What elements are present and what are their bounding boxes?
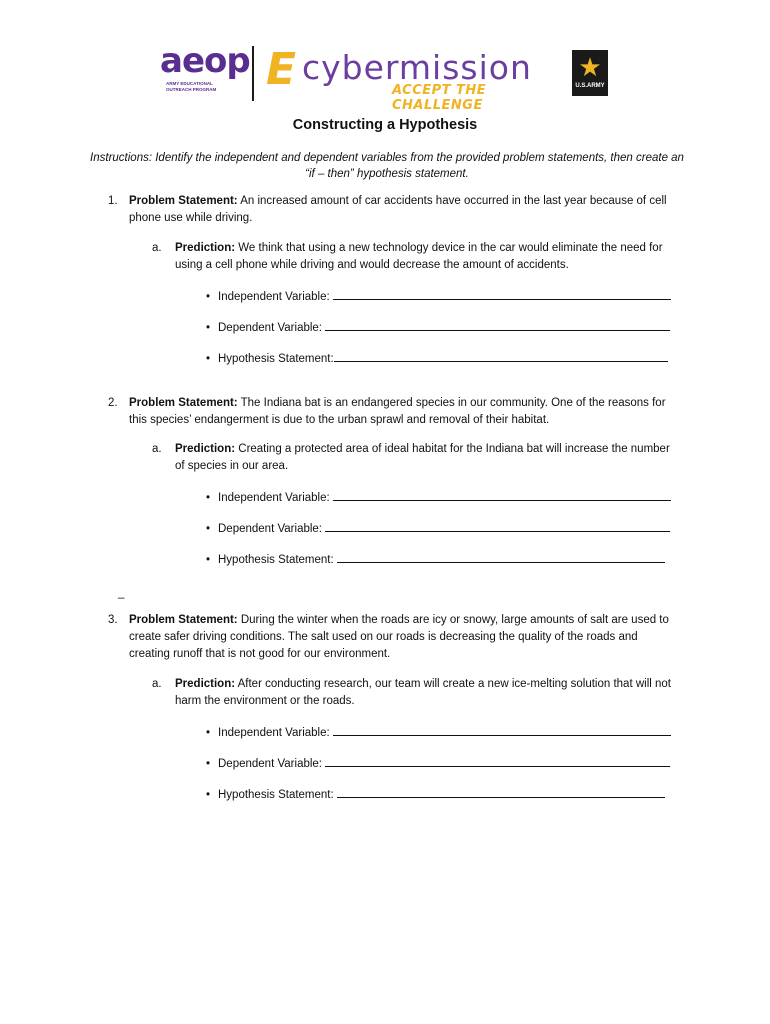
bullet-icon: • bbox=[206, 758, 211, 770]
logo-divider bbox=[252, 46, 254, 101]
stray-mark: _ bbox=[118, 587, 125, 599]
bullet-icon: • bbox=[206, 523, 211, 535]
prediction bbox=[175, 441, 675, 475]
dependent-variable-label: Dependent Variable: bbox=[218, 322, 326, 334]
aeop-logo bbox=[160, 41, 250, 100]
independent-variable-item bbox=[206, 288, 671, 306]
hypothesis-statement-answer-line[interactable] bbox=[334, 350, 668, 362]
bullet-icon: • bbox=[206, 322, 211, 334]
ecybermission-logo-text: cybermission bbox=[302, 48, 532, 87]
independent-variable-label: Independent Variable: bbox=[218, 727, 333, 739]
hypothesis-statement-item bbox=[206, 786, 665, 804]
bullet-icon: • bbox=[206, 789, 211, 801]
problem-statement bbox=[129, 395, 674, 429]
prediction-label: Prediction: bbox=[175, 242, 236, 254]
ecybermission-tagline: ACCEPT THE CHALLENGE bbox=[392, 83, 487, 113]
bullet-icon: • bbox=[206, 353, 211, 365]
prediction-text: Creating a protected area of ideal habitat for the Indiana bat will increase the number of species in our area. bbox=[175, 443, 670, 472]
ecybermission-logo bbox=[262, 44, 567, 113]
problem-statement bbox=[129, 612, 681, 663]
problem-number: 3. bbox=[108, 614, 118, 626]
prediction-text: We think that using a new technology device in the car would eliminate the need for using a cell phone while driving and would decrease the amount of accidents. bbox=[175, 242, 663, 271]
prediction-text: After conducting research, our team will create a new ice-melting solution that will not harm the environment or the roads. bbox=[175, 678, 671, 707]
ecybermission-logo-e: E bbox=[266, 44, 297, 95]
independent-variable-label: Independent Variable: bbox=[218, 492, 333, 504]
independent-variable-label: Independent Variable: bbox=[218, 291, 333, 303]
prediction-letter: a. bbox=[152, 242, 162, 254]
problem-statement-label: Problem Statement: bbox=[129, 614, 238, 626]
problem-statement bbox=[129, 193, 689, 227]
dependent-variable-label: Dependent Variable: bbox=[218, 758, 326, 770]
problem-statement-label: Problem Statement: bbox=[129, 195, 238, 207]
independent-variable-answer-line[interactable] bbox=[333, 489, 671, 501]
prediction bbox=[175, 676, 685, 710]
aeop-logo-subtext: ARMY EDUCATIONAL OUTREACH PROGRAM bbox=[166, 81, 217, 92]
hypothesis-statement-label: Hypothesis Statement: bbox=[218, 554, 337, 566]
hypothesis-statement-label: Hypothesis Statement: bbox=[218, 353, 334, 365]
hypothesis-statement-item bbox=[206, 350, 668, 368]
problem-statement-label: Problem Statement: bbox=[129, 397, 238, 409]
aeop-logo-text: aeop bbox=[160, 41, 250, 81]
problem-statement-text: During the winter when the roads are icy or snowy, large amounts of salt are used to create safer driving conditions. The salt used on our roads is decreasing the quality of the roads and creating runoff that is not good for our environment. bbox=[129, 614, 669, 660]
problem-statement-text: An increased amount of car accidents have occurred in the last year because of cell phone use while driving. bbox=[129, 195, 667, 224]
independent-variable-item bbox=[206, 724, 671, 742]
hypothesis-statement-label: Hypothesis Statement: bbox=[218, 789, 337, 801]
bullet-icon: • bbox=[206, 291, 211, 303]
hypothesis-statement-item bbox=[206, 551, 665, 569]
us-army-logo bbox=[572, 50, 608, 96]
dependent-variable-answer-line[interactable] bbox=[325, 755, 670, 767]
army-star-icon: ★ bbox=[578, 52, 602, 82]
dependent-variable-item bbox=[206, 755, 670, 773]
dependent-variable-item bbox=[206, 319, 670, 337]
prediction-label: Prediction: bbox=[175, 678, 236, 690]
dependent-variable-label: Dependent Variable: bbox=[218, 523, 326, 535]
dependent-variable-item bbox=[206, 520, 670, 538]
problem-number: 2. bbox=[108, 397, 118, 409]
bullet-icon: • bbox=[206, 492, 211, 504]
independent-variable-answer-line[interactable] bbox=[333, 724, 671, 736]
bullet-icon: • bbox=[206, 554, 211, 566]
prediction-letter: a. bbox=[152, 678, 162, 690]
dependent-variable-answer-line[interactable] bbox=[325, 319, 670, 331]
hypothesis-statement-answer-line[interactable] bbox=[337, 786, 665, 798]
army-logo-text: U.S.ARMY bbox=[575, 83, 605, 89]
problem-number: 1. bbox=[108, 195, 118, 207]
hypothesis-statement-answer-line[interactable] bbox=[337, 551, 665, 563]
prediction bbox=[175, 240, 675, 274]
bullet-icon: • bbox=[206, 727, 211, 739]
problem-statement-text: The Indiana bat is an endangered species in our community. One of the reasons for this species’ endangerment is due to the urban sprawl and removal of their habitat. bbox=[129, 397, 666, 426]
independent-variable-item bbox=[206, 489, 671, 507]
prediction-label: Prediction: bbox=[175, 443, 236, 455]
dependent-variable-answer-line[interactable] bbox=[325, 520, 670, 532]
independent-variable-answer-line[interactable] bbox=[333, 288, 671, 300]
page-header bbox=[0, 0, 770, 113]
prediction-letter: a. bbox=[152, 443, 162, 455]
page-title: Constructing a Hypothesis bbox=[292, 117, 478, 133]
instructions: Instructions: Identify the independent and dependent variables from the provided problem statements, then create an “if – then” hypothesis statement. bbox=[90, 152, 684, 180]
